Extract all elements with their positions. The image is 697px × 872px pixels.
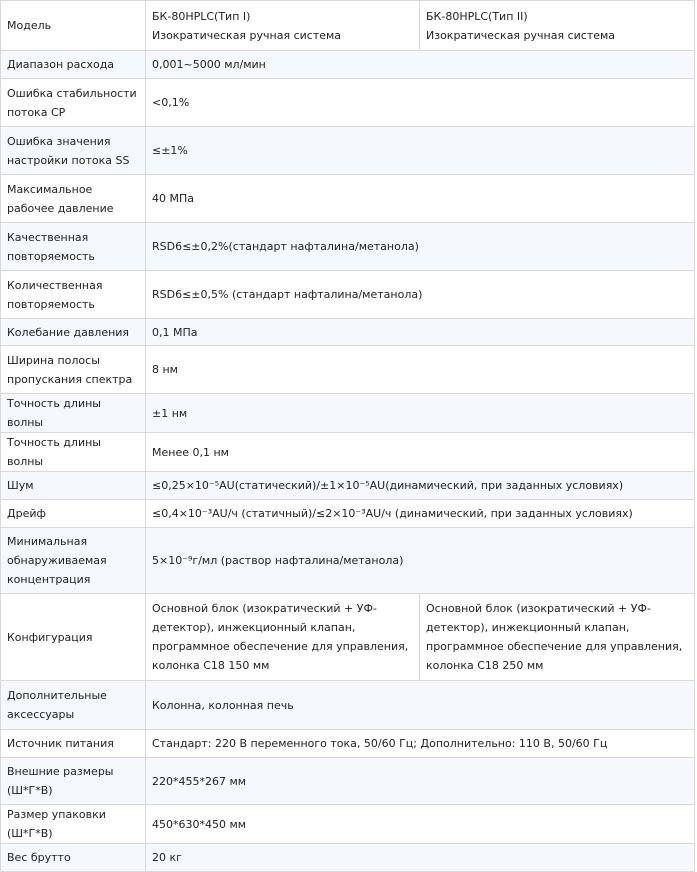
table-row (1, 594, 695, 681)
row-value: ±1 нм (146, 394, 695, 433)
model-type-2 (420, 1, 695, 51)
table-row (1, 79, 695, 127)
table-row (1, 223, 695, 271)
row-label: Ошибка стабильности потока CP (1, 79, 146, 127)
configuration-type-1: Основной блок (изократический + УФ-детектор), инжекционный клапан, программное обеспечение для управления, колонка С18 150 мм (146, 594, 420, 681)
row-label-model: Модель (1, 1, 146, 51)
configuration-type-2: Основной блок (изократический + УФ-детектор), инжекционный клапан, программное обеспечение для управления, колонка С18 250 мм (420, 594, 695, 681)
row-label: Размер упаковки (Ш*Г*В) (1, 805, 146, 844)
row-label: Точность длины волны (1, 433, 146, 472)
row-label: Диапазон расхода (1, 51, 146, 79)
model-type-1 (146, 1, 420, 51)
table-row (1, 758, 695, 805)
table-row (1, 127, 695, 175)
table-row (1, 681, 695, 730)
row-label: Минимальная обнаруживаемая концентрация (1, 528, 146, 594)
row-label-configuration: Конфигурация (1, 594, 146, 681)
row-label: Внешние размеры (Ш*Г*В) (1, 758, 146, 805)
row-label: Дополнительные аксессуары (1, 681, 146, 730)
row-label: Источник питания (1, 730, 146, 758)
row-label: Шум (1, 472, 146, 500)
row-value: 220*455*267 мм (146, 758, 695, 805)
table-row (1, 433, 695, 472)
row-label: Максимальное рабочее давление (1, 175, 146, 223)
row-label: Колебание давления (1, 319, 146, 346)
row-value: 8 нм (146, 346, 695, 394)
row-value: <0,1% (146, 79, 695, 127)
model-type-2-desc: Изократическая ручная система (426, 28, 616, 42)
row-value: 0,1 МПа (146, 319, 695, 346)
table-row (1, 844, 695, 872)
row-label: Дрейф (1, 500, 146, 528)
model-type-1-desc: Изократическая ручная система (152, 28, 342, 42)
table-row (1, 500, 695, 528)
row-value: Менее 0,1 нм (146, 433, 695, 472)
table-row (1, 805, 695, 844)
row-value: Стандарт: 220 В переменного тока, 50/60 Гц; Дополнительно: 110 В, 50/60 Гц (146, 730, 695, 758)
row-value: 40 МПа (146, 175, 695, 223)
row-value: RSD6≤±0,2%(стандарт нафталина/метанола) (146, 223, 695, 271)
table-row (1, 1, 695, 51)
row-value: ≤±1% (146, 127, 695, 175)
table-row (1, 346, 695, 394)
table-row (1, 528, 695, 594)
table-row (1, 394, 695, 433)
table-row (1, 51, 695, 79)
row-value: ≤0,4×10⁻³AU/ч (статичный)/≤2×10⁻³AU/ч (динамический, при заданных условиях) (146, 500, 695, 528)
row-label: Ширина полосы пропускания спектра (1, 346, 146, 394)
row-value: 20 кг (146, 844, 695, 872)
row-value: 450*630*450 мм (146, 805, 695, 844)
row-label: Вес брутто (1, 844, 146, 872)
table-row (1, 472, 695, 500)
row-value: ≤0,25×10⁻⁵AU(статический)/±1×10⁻⁵AU(динамический, при заданных условиях) (146, 472, 695, 500)
table-row (1, 319, 695, 346)
table-row (1, 175, 695, 223)
row-value: 5×10⁻⁹г/мл (раствор нафталина/метанола) (146, 528, 695, 594)
table-row (1, 271, 695, 319)
row-label: Ошибка значения настройки потока SS (1, 127, 146, 175)
row-label: Качественная повторяемость (1, 223, 146, 271)
table-row (1, 730, 695, 758)
row-label: Точность длины волны (1, 394, 146, 433)
row-value: Колонна, колонная печь (146, 681, 695, 730)
row-value: 0,001~5000 мл/мин (146, 51, 695, 79)
model-type-1-name: БК-80HPLC(Тип I) (152, 9, 251, 23)
row-value: RSD6≤±0,5% (стандарт нафталина/метанола) (146, 271, 695, 319)
row-label: Количественная повторяемость (1, 271, 146, 319)
model-type-2-name: БК-80HPLC(Тип II) (426, 9, 528, 23)
